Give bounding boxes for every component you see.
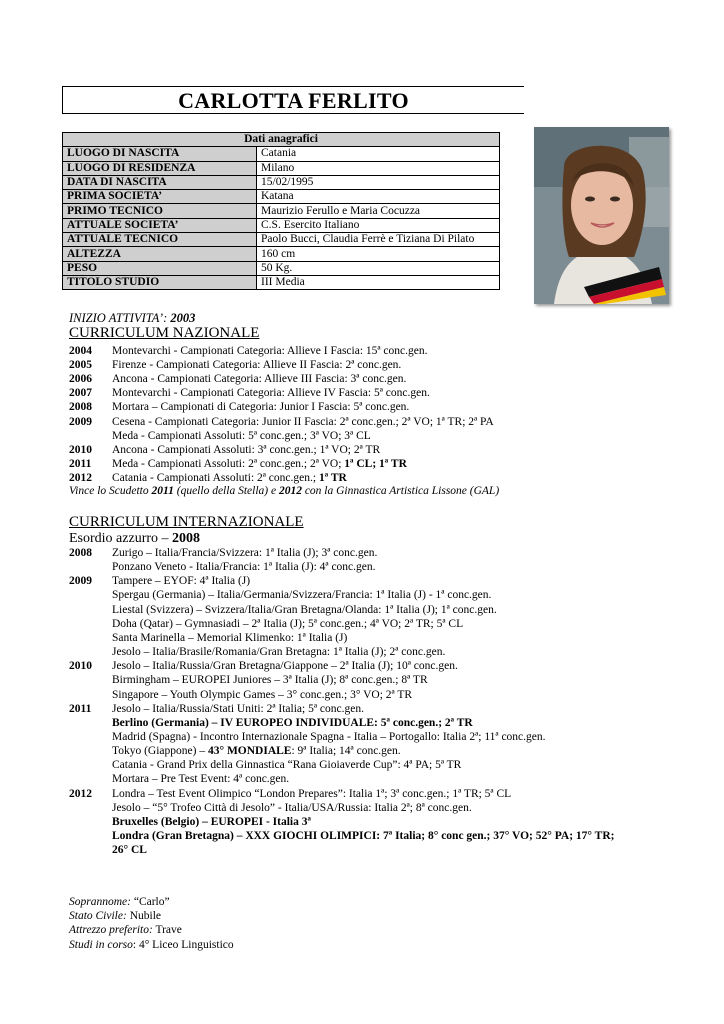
entry-text-bold: Berlino (Germania) – IV EUROPEO INDIVIDUALE: 5ª conc.gen.; 2ª TR — [112, 716, 473, 729]
entry-text-plain: Catania - Grand Prix della Ginnastica “Rana Gioiaverde Cup”: 4ª PA; 5ª TR — [112, 759, 462, 772]
title-box — [62, 86, 524, 114]
entry-text-plain: Singapore – Youth Olympic Games – 3° conc.gen.; 3° VO; 2ª TR — [112, 688, 413, 701]
personal-label: Stato Civile: — [69, 910, 127, 923]
personal-label: Attrezzo preferito: — [69, 924, 153, 937]
scudetto-year-2011: 2011 — [151, 485, 174, 497]
entry-text — [112, 773, 289, 786]
entry-text-plain: Tokyo (Giappone) – — [112, 745, 208, 758]
entry-text — [112, 703, 364, 716]
personal-label: Soprannome: — [69, 896, 131, 908]
anagrafici-row — [63, 175, 500, 189]
entry-text — [112, 717, 473, 730]
inizio-year: 2003 — [170, 311, 196, 325]
entry-year: 2006 — [69, 373, 92, 386]
entry-text — [112, 575, 250, 588]
entry-text — [112, 589, 491, 602]
entry-text — [112, 816, 311, 829]
personal-label: Studi in corso — [69, 938, 133, 951]
entry-text-bold: 26° CL — [112, 844, 147, 857]
scudetto-text-e: con la Ginnastica Artistica Lissone (GAL) — [301, 485, 500, 497]
entry-year: 2008 — [69, 401, 92, 414]
entry-text — [112, 632, 347, 645]
anagrafici-row — [63, 233, 500, 247]
athlete-photo — [534, 127, 669, 304]
anagrafici-value: Maurizio Ferullo e Maria Cocuzza — [257, 204, 500, 218]
entry-text — [112, 788, 511, 801]
entry-text-plain: Meda - Campionati Assoluti: 5ª conc.gen.; 3ª VO; 3ª CL — [112, 429, 371, 442]
anagrafici-key: LUOGO DI RESIDENZA — [63, 161, 257, 175]
personal-value: : 4° Liceo Linguistico — [132, 938, 234, 951]
entry-text-bold: Londra (Gran Bretagna) – XXX GIOCHI OLIMPICI: 7ª Italia; 8° conc gen.; 37° VO; 52° PA; 17° TR; — [112, 830, 615, 842]
personal-value: Nubile — [126, 910, 161, 923]
entry-year: 2012 — [69, 787, 92, 800]
anagrafici-row — [63, 147, 500, 161]
internazionale-heading: CURRICULUM INTERNAZIONALE — [69, 514, 304, 530]
scudetto-text-a: Vince lo Scudetto — [69, 485, 152, 497]
anagrafici-key: PRIMA SOCIETA’ — [63, 190, 257, 204]
anagrafici-heading: Dati anagrafici — [63, 133, 500, 147]
anagrafici-value: Katana — [257, 190, 500, 204]
entry-text-plain: Meda - Campionati Assoluti: 2ª conc.gen.; 2ª VO; — [112, 457, 345, 470]
entry-text — [112, 759, 461, 772]
esordio-label: Esordio azzurro – — [69, 531, 173, 546]
entry-text — [112, 458, 407, 471]
anagrafici-row — [63, 261, 500, 275]
entry-text-plain: Ancona - Campionati Assoluti: 3ª conc.gen.; 1ª VO; 2ª TR — [112, 443, 381, 456]
anagrafici-key: ATTUALE SOCIETA’ — [63, 218, 257, 232]
entry-text-plain: Cesena - Campionati Categoria: Junior II Fascia: 2ª conc.gen.; 2ª VO; 1ª TR; 2ª PA — [112, 415, 494, 428]
page-title: CARLOTTA FERLITO — [178, 88, 409, 113]
entry-year: 2005 — [69, 359, 92, 372]
anagrafici-row — [63, 190, 500, 204]
entry-year: 2008 — [69, 547, 92, 559]
scudetto-line — [69, 485, 499, 497]
personal-line — [69, 939, 234, 951]
anagrafici-key: LUOGO DI NASCITA — [63, 147, 257, 161]
entry-text-plain: Zurigo – Italia/Francia/Svizzera: 1ª Italia (J); 3ª conc.gen. — [112, 547, 378, 559]
entry-text — [112, 547, 377, 560]
entry-text-bold: 1ª CL; 1ª TR — [344, 457, 407, 470]
entry-text-plain: Montevarchi - Campionati Categoria: Allieve IV Fascia: 5ª conc.gen. — [112, 387, 430, 400]
entry-text — [112, 472, 347, 485]
entry-year: 2009 — [69, 415, 92, 428]
anagrafici-value: 160 cm — [257, 247, 500, 261]
entry-text — [112, 844, 147, 857]
anagrafici-value: 50 Kg. — [257, 261, 500, 275]
anagrafici-heading-row — [63, 133, 500, 147]
entry-text-plain: Liestal (Svizzera) – Svizzera/Italia/Gran Bretagna/Olanda: 1ª Italia (J); 1ª conc.gen. — [112, 603, 497, 616]
esordio-year: 2008 — [172, 531, 201, 546]
entry-year: 2010 — [69, 443, 92, 456]
anagrafici-row — [63, 247, 500, 261]
entry-year: 2011 — [69, 702, 92, 715]
anagrafici-key: PESO — [63, 261, 257, 275]
entry-text-plain: Jesolo – Italia/Russia/Gran Bretagna/Giappone – 2ª Italia (J); 10ª conc.gen. — [112, 660, 458, 673]
entry-text — [112, 660, 458, 673]
inizio-attivita — [69, 311, 195, 325]
personal-value: Trave — [152, 924, 182, 937]
anagrafici-row — [63, 204, 500, 218]
nazionale-heading: CURRICULUM NAZIONALE — [69, 325, 260, 341]
entry-text-plain: Mortara – Pre Test Event: 4ª conc.gen. — [112, 773, 290, 786]
entry-text — [112, 745, 401, 758]
entry-text — [112, 444, 380, 457]
entry-text-plain: Spergau (Germania) – Italia/Germania/Svizzera/Francia: 1ª Italia (J) - 1ª conc.gen. — [112, 589, 492, 602]
entry-text-plain: Jesolo – Italia/Russia/Stati Uniti: 2ª Italia; 5ª conc.gen. — [112, 702, 364, 715]
entry-text — [112, 401, 409, 414]
anagrafici-key: ALTEZZA — [63, 247, 257, 261]
entry-year: 2009 — [69, 575, 92, 588]
entry-text — [112, 387, 430, 400]
entry-text-plain: Montevarchi - Campionati Categoria: Allieve I Fascia: 15ª conc.gen. — [112, 345, 428, 357]
entry-text-plain: Londra – Test Event Olimpico “London Prepares”: Italia 1ª; 3ª conc.gen.; 1ª TR; 5ª CL — [112, 787, 512, 800]
entry-text-plain: Firenze - Campionati Categoria: Allieve II Fascia: 2ª conc.gen. — [112, 359, 402, 372]
entry-text-plain: Santa Marinella – Memorial Klimenko: 1ª Italia (J) — [112, 631, 348, 644]
entry-text — [112, 561, 376, 574]
entry-text — [112, 604, 497, 617]
entry-text — [112, 689, 412, 702]
entry-text-plain: Jesolo – Italia/Brasile/Romania/Gran Bretagna: 1ª Italia (J); 2ª conc.gen. — [112, 646, 446, 659]
anagrafici-key: TITOLO STUDIO — [63, 275, 257, 289]
entry-text-plain: Jesolo – “5° Trofeo Città di Jesolo” - Italia/USA/Russia: Italia 2ª; 8ª conc.gen. — [112, 801, 472, 814]
personal-line — [69, 910, 161, 922]
entry-year: 2011 — [69, 457, 92, 470]
entry-year: 2007 — [69, 387, 92, 400]
entry-text-plain: Madrid (Spagna) - Incontro Internazionale Spagna - Italia – Portogallo: Italia 2ª; 11ª conc.gen. — [112, 730, 546, 743]
anagrafici-row — [63, 275, 500, 289]
scudetto-text-c: (quello della Stella) e — [173, 485, 279, 497]
personal-value: “Carlo” — [130, 896, 170, 908]
scudetto-year-2012: 2012 — [278, 485, 302, 497]
entry-text-bold: Bruxelles (Belgio) – EUROPEI - Italia 3ª — [112, 815, 311, 828]
anagrafici-value: Catania — [257, 147, 500, 161]
entry-text-plain: : 9ª Italia; 14ª conc.gen. — [291, 745, 401, 758]
entry-text-bold: 43° MONDIALE — [207, 745, 292, 758]
entry-text — [112, 373, 406, 386]
entry-text-plain: Catania - Campionati Assoluti: 2ª conc.gen.; — [112, 471, 319, 484]
entry-text-plain: Ancona - Campionati Categoria: Allieve III Fascia: 3ª conc.gen. — [112, 373, 407, 386]
entry-text — [112, 430, 371, 443]
entry-year: 2010 — [69, 660, 92, 673]
anagrafici-value: 15/02/1995 — [257, 175, 500, 189]
entry-text-plain: Doha (Qatar) – Gymnasiadi – 2ª Italia (J); 5ª conc.gen.; 4ª VO; 2ª TR; 5ª CL — [112, 617, 464, 630]
entry-text — [112, 731, 546, 744]
entry-year: 2004 — [69, 345, 92, 357]
entry-text — [112, 646, 445, 659]
personal-line — [69, 896, 170, 908]
entry-text — [112, 802, 472, 815]
entry-text-plain: Tampere – EYOF: 4ª Italia (J) — [112, 575, 251, 588]
entry-text — [112, 416, 494, 429]
anagrafici-row — [63, 218, 500, 232]
anagrafici-key: PRIMO TECNICO — [63, 204, 257, 218]
entry-text — [112, 674, 428, 687]
anagrafici-key: ATTUALE TECNICO — [63, 233, 257, 247]
anagrafici-value: C.S. Esercito Italiano — [257, 218, 500, 232]
entry-text-plain: Ponzano Veneto - Italia/Francia: 1ª Italia (J): 4ª conc.gen. — [112, 561, 376, 574]
anagrafici-value: Milano — [257, 161, 500, 175]
esordio-line — [69, 531, 200, 547]
anagrafici-table — [62, 132, 500, 290]
anagrafici-value: Paolo Bucci, Claudia Ferrè e Tiziana Di Pilato — [257, 233, 500, 247]
entry-text — [112, 359, 401, 372]
entry-text-plain: Birmingham – EUROPEI Juniores – 3ª Italia (J); 8ª conc.gen.; 8ª TR — [112, 674, 428, 687]
entry-text-bold: 1ª TR — [318, 471, 347, 484]
entry-text — [112, 618, 463, 631]
entry-year: 2012 — [69, 471, 92, 484]
anagrafici-row — [63, 161, 500, 175]
entry-text — [112, 830, 614, 843]
entry-text — [112, 345, 428, 358]
entry-text-plain: Mortara – Campionati di Categoria: Junior I Fascia: 5ª conc.gen. — [112, 401, 410, 414]
inizio-label: INIZIO ATTIVITA’: — [69, 311, 171, 325]
anagrafici-key: DATA DI NASCITA — [63, 175, 257, 189]
personal-line — [69, 924, 182, 936]
anagrafici-value: III Media — [257, 275, 500, 289]
